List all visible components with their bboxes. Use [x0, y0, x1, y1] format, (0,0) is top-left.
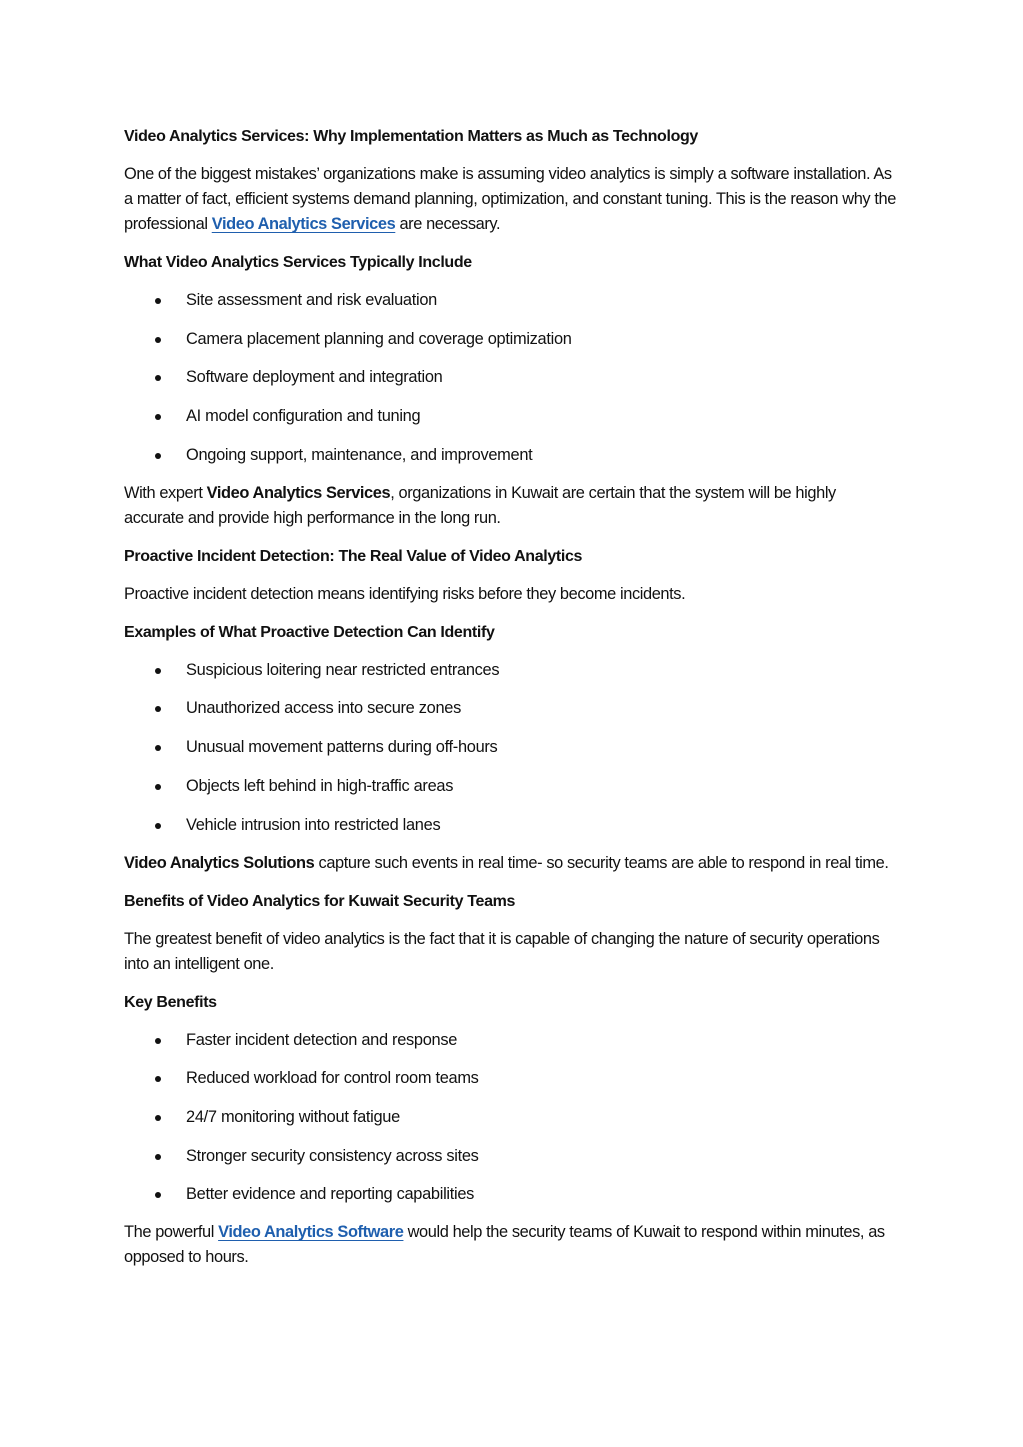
solutions-text-after-bold: capture such events in real time- so security teams are able to respond in real time. — [314, 853, 889, 872]
intro-paragraph — [124, 162, 899, 237]
solutions-bold-term: Video Analytics Solutions — [124, 853, 315, 872]
bullet-icon — [155, 668, 161, 674]
solutions-paragraph — [124, 851, 899, 876]
software-paragraph — [124, 1220, 899, 1270]
bullet-icon — [155, 298, 161, 304]
expert-text-after-bold: , organizations in Kuwait are certain that the system will be highly accurate and provide high performance in the long run. — [124, 483, 836, 527]
bullet-icon — [155, 1115, 161, 1121]
section-heading-implementation: Video Analytics Services: Why Implementation Matters as Much as Technology — [124, 128, 698, 145]
document-page — [124, 124, 899, 1283]
list-item — [124, 1066, 899, 1091]
bullet-icon — [155, 414, 161, 420]
list-item-text: Site assessment and risk evaluation — [186, 291, 437, 309]
section-heading-services-include: What Video Analytics Services Typically Include — [124, 254, 472, 271]
detection-examples-list — [124, 658, 899, 838]
key-benefits-list — [124, 1028, 899, 1208]
list-item — [124, 1105, 899, 1130]
benefits-paragraph: The greatest benefit of video analytics is the fact that it is capable of changing the nature of security operations into an intelligent one. — [124, 929, 880, 973]
list-item — [124, 658, 899, 683]
list-item — [124, 1182, 899, 1207]
list-item-text: Suspicious loitering near restricted entrances — [186, 660, 500, 679]
list-item-text: Unauthorized access into secure zones — [186, 699, 461, 718]
bullet-icon — [155, 1076, 161, 1082]
list-item — [124, 327, 899, 352]
list-item-text: Stronger security consistency across sites — [186, 1146, 479, 1165]
software-text-after-link: would help the security teams of Kuwait to respond within minutes, as opposed to hours. — [124, 1223, 885, 1267]
list-item-text: Ongoing support, maintenance, and improvement — [186, 445, 533, 464]
list-item — [124, 365, 899, 390]
bullet-icon — [155, 1192, 161, 1198]
proactive-detection-paragraph: Proactive incident detection means identifying risks before they become incidents. — [124, 584, 686, 603]
expert-services-paragraph — [124, 481, 899, 531]
bullet-icon — [155, 745, 161, 751]
list-item — [124, 404, 899, 429]
list-item-text: Unusual movement patterns during off-hours — [186, 738, 498, 757]
list-item — [124, 1144, 899, 1169]
bullet-icon — [155, 1154, 161, 1160]
services-include-list — [124, 288, 899, 468]
list-item-text: AI model configuration and tuning — [186, 407, 421, 426]
intro-text-before-link: One of the biggest mistakes’ organizations make is assuming video analytics is simply a software installation. As a matter of fact, efficient systems demand planning, optimization, and constant tuning. This is the reason why the professional — [124, 165, 896, 233]
expert-text-before-bold: With expert — [124, 483, 207, 502]
section-heading-proactive-detection: Proactive Incident Detection: The Real Value of Video Analytics — [124, 547, 583, 565]
list-item-text: Faster incident detection and response — [186, 1030, 458, 1049]
video-analytics-services-link[interactable]: Video Analytics Services — [211, 215, 396, 233]
bullet-icon — [155, 706, 161, 712]
list-item — [124, 735, 899, 760]
bullet-icon — [155, 784, 161, 790]
video-analytics-software-link[interactable]: Video Analytics Software — [218, 1223, 404, 1242]
bullet-icon — [155, 1038, 161, 1044]
expert-bold-term: Video Analytics Services — [206, 483, 391, 502]
list-item-text: Camera placement planning and coverage optimization — [186, 329, 572, 348]
list-item — [124, 774, 899, 799]
list-item-text: Vehicle intrusion into restricted lanes — [186, 815, 441, 834]
list-item-text: Reduced workload for control room teams — [186, 1069, 479, 1088]
list-item-text: Objects left behind in high-traffic areas — [186, 776, 454, 795]
section-heading-benefits-kuwait: Benefits of Video Analytics for Kuwait Security Teams — [124, 892, 516, 910]
section-heading-detection-examples: Examples of What Proactive Detection Can Identify — [124, 623, 495, 641]
bullet-icon — [155, 375, 161, 381]
bullet-icon — [155, 453, 161, 459]
list-item-text: Better evidence and reporting capabilities — [186, 1185, 475, 1204]
list-item-text: Software deployment and integration — [186, 368, 443, 387]
software-text-before-link: The powerful — [124, 1223, 219, 1242]
list-item — [124, 1028, 899, 1053]
list-item — [124, 696, 899, 721]
list-item — [124, 288, 899, 313]
intro-text-after-link: are necessary. — [395, 215, 501, 233]
list-item-text: 24/7 monitoring without fatigue — [186, 1107, 400, 1126]
bullet-icon — [155, 337, 161, 343]
list-item — [124, 813, 899, 838]
list-item — [124, 443, 899, 468]
section-heading-key-benefits: Key Benefits — [124, 993, 217, 1011]
bullet-icon — [155, 823, 161, 829]
